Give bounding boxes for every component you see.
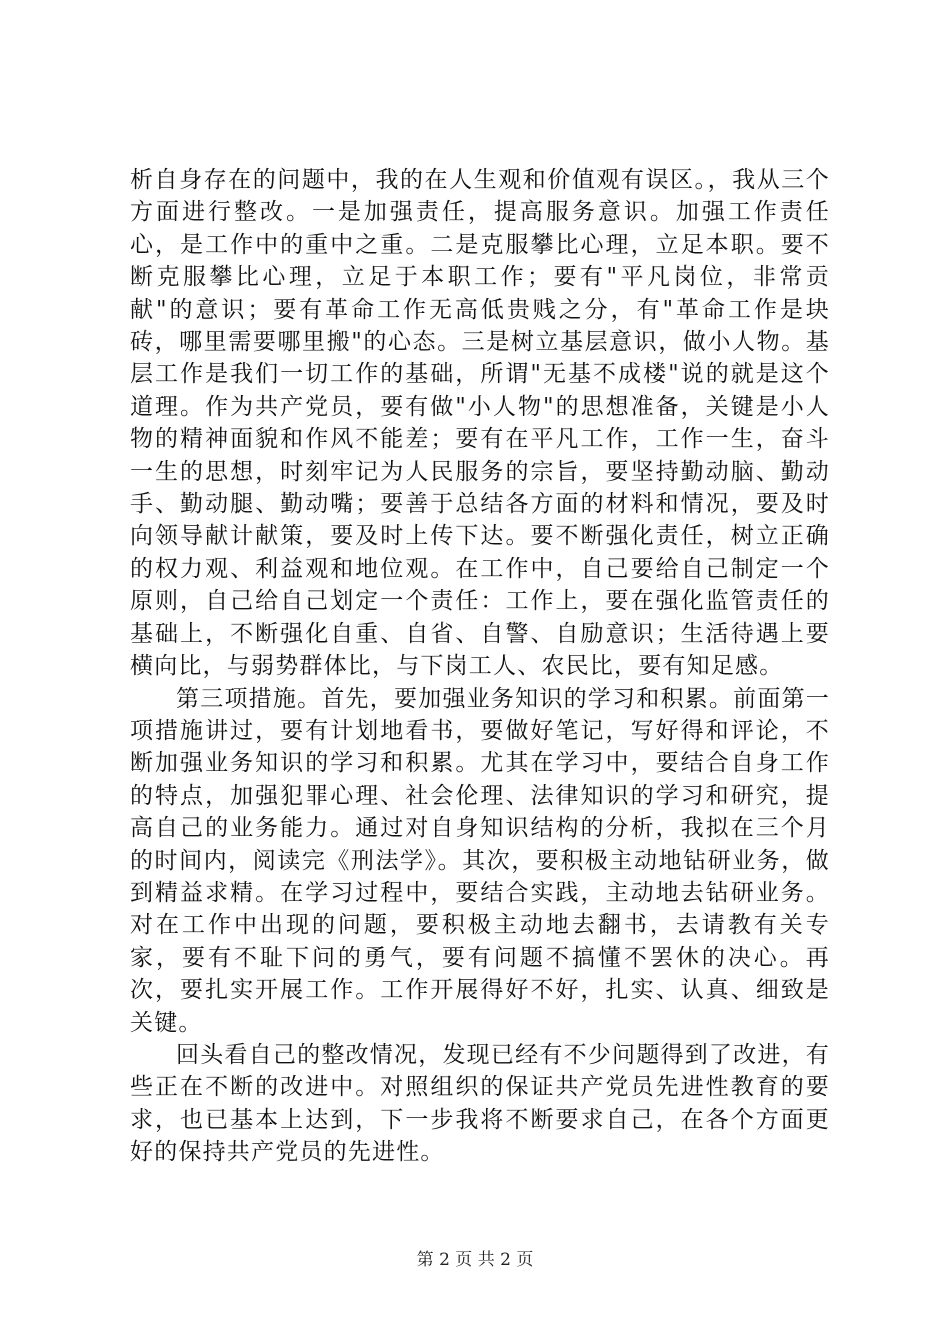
page-footer: 第 2 页 共 2 页 [416,1250,534,1270]
paragraph-third-measure: 第三项措施。首先，要加强业务知识的学习和积累。前面第一项措施讲过，要有计划地看书，要做好笔记，写好得和评论，不断加强业务知识的学习和积累。尤其在学习中，要结合自身工作的特点，加强犯罪心理、社会伦理、法律知识的学习和研究，提高自己的业务能力。通过对自身知识结构的分析，我拟在三个月的时间内，阅读完《刑法学》。其次，要积极主动地钻研业务，做到精益求精。在学习过程中，要结合实践，主动地去钻研业务。对在工作中出现的问题，要积极主动地去翻书，去请教有关专家，要有不耻下问的勇气，要有问题不搞懂不罢休的决心。再次，要扎实开展工作。工作开展得好不好，扎实、认真、细致是关键。 [130,685,830,1036]
paragraph-continuation: 析自身存在的问题中，我的在人生观和价值观有误区。，我从三个方面进行整改。一是加强责任，提高服务意识。加强工作责任心，是工作中的重中之重。二是克服攀比心理，立足本职。要不断克服攀比心理，立足于本职工作；要有"平凡岗位，非常贡献"的意识；要有革命工作无高低贵贱之分，有"革命工作是块砖，哪里需要哪里搬"的心态。三是树立基层意识，做小人物。基层工作是我们一切工作的基础，所谓"无基不成楼"说的就是这个道理。作为共产党员，要有做"小人物"的思想准备，关键是小人物的精神面貌和作风不能差；要有在平凡工作，工作一生，奋斗一生的思想，时刻牢记为人民服务的宗旨，要坚持勤动脑、勤动手、勤动腿、勤动嘴；要善于总结各方面的材料和情况，要及时向领导献计献策，要及时上传下达。要不断强化责任，树立正确的权力观、利益观和地位观。在工作中，自己要给自己制定一个原则，自己给自己划定一个责任：工作上，要在强化监管责任的基础上，不断强化自重、自省、自警、自励意识；生活待遇上要横向比，与弱势群体比，与下岗工人、农民比，要有知足感。 [130,167,830,680]
document-body [130,164,830,1169]
paragraph-review: 回头看自己的整改情况，发现已经有不少问题得到了改进，有些正在不断的改进中。对照组织的保证共产党员先进性教育的要求，也已基本上达到，下一步我将不断要求自己，在各个方面更好的保持共产党员的先进性。 [130,1041,830,1166]
